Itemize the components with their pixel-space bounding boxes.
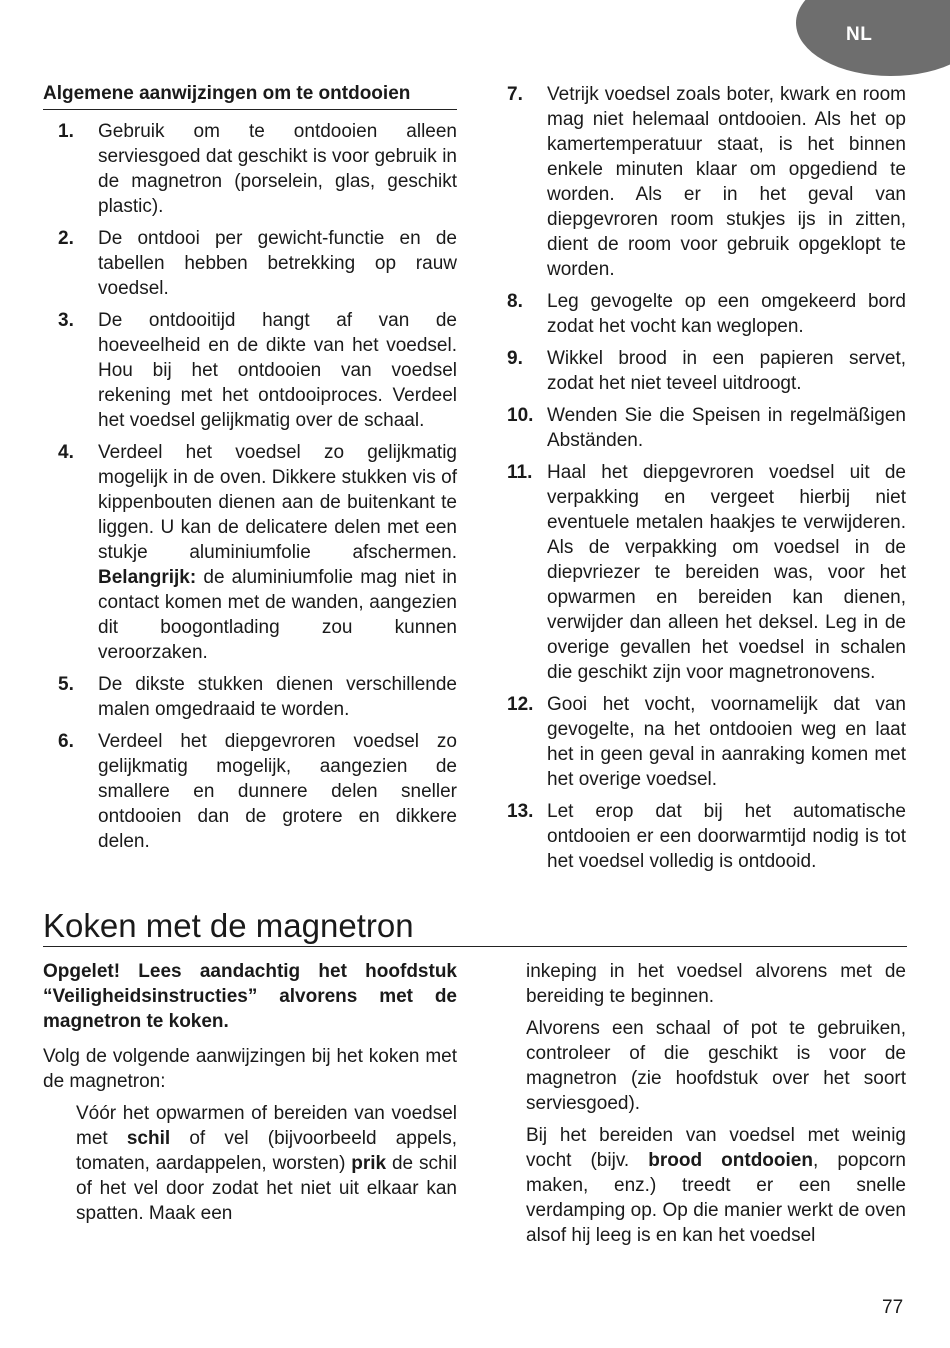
item-number: 7. [507, 84, 523, 105]
bold-term: prik [351, 1153, 387, 1174]
bottom-right-column [526, 959, 906, 1255]
peel-paragraph [43, 1101, 457, 1226]
item-number: 6. [58, 731, 74, 752]
item-number: 8. [507, 291, 523, 312]
bold-term: brood ontdooien [648, 1150, 813, 1171]
text-part: Bij het bereiden van voedsel met weinig vocht (bijv. [526, 1125, 906, 1171]
item-text: Verdeel het diepgevroren voedsel zo gelijkmatig mogelijk, aangezien de smallere en dunnere delen sneller ontdooien dan de grotere en dikkere delen. [98, 731, 457, 852]
item-text: De dikste stukken dienen verschillende malen omgedraaid te worden. [98, 674, 457, 720]
list-item [507, 289, 906, 339]
bold-term: schil [126, 1128, 171, 1149]
left-column [43, 82, 457, 861]
item-text: Gebruik om te ontdooien alleen serviesgoed dat geschikt is voor gebruik in de magnetron (porselein, glas, geschikt plastic). [98, 121, 457, 217]
item-number: 5. [58, 674, 74, 695]
item-number: 10. [507, 405, 534, 426]
item-text: Haal het diepgevroren voedsel uit de verpakking en vergeet hierbij niet eventuele metalen haakjes te verwijderen. Als de verpakking om voedsel in de diepvriezer te bereiden was, voor het opwarmen en bereiden kan dienen, verwijder dan alleen het deksel. Leg in de overige gevallen het voedsel in schalen die geschikt zijn voor magnetronovens. [547, 462, 906, 683]
warning-text: Opgelet! Lees aandachtig het hoofdstuk “Veiligheidsinstructies” alvorens met de magnetron te koken. [43, 961, 457, 1032]
item-number: 2. [58, 228, 74, 249]
item-text: Wikkel brood in een papieren servet, zodat het niet teveel uitdroogt. [547, 348, 906, 394]
language-tab [796, 0, 950, 76]
text-part: , popcorn maken, enz.) treedt er een snelle verdamping op. Op die manier werkt de oven alsof hij leeg is en kan het voedsel [526, 1150, 906, 1246]
important-label: Belangrijk: [98, 567, 197, 588]
list-item [43, 440, 457, 665]
list-item [507, 82, 906, 282]
list-item [507, 460, 906, 685]
list-item [43, 226, 457, 301]
item-text: Leg gevogelte op een omgekeerd bord zodat het vocht kan weglopen. [547, 291, 906, 337]
list-item [507, 346, 906, 396]
section-title: Koken met de magnetron [43, 906, 907, 947]
item-number: 11. [507, 462, 533, 483]
bottom-left-column [43, 959, 457, 1233]
text-part: Vóór het opwarmen of bereiden van voedsel met [76, 1103, 457, 1149]
item-number: 12. [507, 694, 534, 715]
right-column [507, 82, 906, 881]
continued-text: inkeping in het voedsel alvorens met de bereiding te beginnen. [526, 961, 906, 1007]
language-label: NL [846, 24, 873, 45]
item-text: Gooi het vocht, voornamelijk dat van gevogelte, na het ontdooien weg en laat het in geen geval in aanraking komen met het overige voedsel. [547, 694, 906, 790]
intro-text: Volg de volgende aanwijzingen bij het koken met de magnetron: [43, 1046, 457, 1092]
item-text [98, 440, 457, 665]
list-item [507, 403, 906, 453]
item-text-part: de aluminiumfolie mag niet in contact komen met de wanden, aangezien dit boogontlading zou kunnen veroorzaken. [98, 567, 457, 663]
list-item [43, 672, 457, 722]
text-part: de schil of het vel door zodat het niet uit elkaar kan spatten. Maak een [76, 1153, 457, 1224]
item-number: 13. [507, 801, 534, 822]
item-text: De ontdooitijd hangt af van de hoeveelheid en de dikte van het voedsel. Hou bij het ontdooien van voedsel rekening met het ontdooiproces. Verdeel het voedsel gelijkmatig over de schaal. [98, 310, 457, 431]
text-part: of vel (bijvoorbeeld appels, tomaten, aardappelen, worsten) [76, 1128, 457, 1174]
item-number: 3. [58, 310, 74, 331]
page-number: 77 [882, 1297, 904, 1318]
item-text: Wenden Sie die Speisen in regelmäßigen Abständen. [547, 405, 906, 451]
item-number: 9. [507, 348, 523, 369]
defrost-heading: Algemene aanwijzingen om te ontdooien [43, 82, 457, 110]
list-item [507, 692, 906, 792]
item-number: 1. [58, 121, 74, 142]
item-text: Let erop dat bij het automatische ontdooien er een doorwarmtijd nodig is tot het voedsel volledig is ontdooid. [547, 801, 906, 872]
item-text-part: Verdeel het voedsel zo gelijkmatig mogelijk in de oven. Dikkere stukken vis of kippenbouten dienen aan de buitenkant te liggen. U kan de delicatere delen met een stukje aluminiumfolie afschermen. [98, 442, 457, 563]
dish-paragraph: Alvorens een schaal of pot te gebruiken, controleer of die geschikt is voor de magnetron (zie hoofdstuk over het soort serviesgoed). [526, 1018, 906, 1114]
item-text: De ontdooi per gewicht-functie en de tabellen hebben betrekking op rauw voedsel. [98, 228, 457, 299]
moisture-paragraph [526, 1123, 906, 1248]
item-text: Vetrijk voedsel zoals boter, kwark en room mag niet helemaal ontdooien. Als het op kamertemperatuur staat, is het binnen enkele minuten klaar om opgediend te worden. Als er in het geval van diepgevroren room stukjes ijs in zitten, dient de room voor gebruik opgeklopt te worden. [547, 84, 906, 280]
list-item [507, 799, 906, 874]
list-item [43, 308, 457, 433]
item-number: 4. [58, 442, 74, 463]
list-item [43, 729, 457, 854]
list-item [43, 119, 457, 219]
